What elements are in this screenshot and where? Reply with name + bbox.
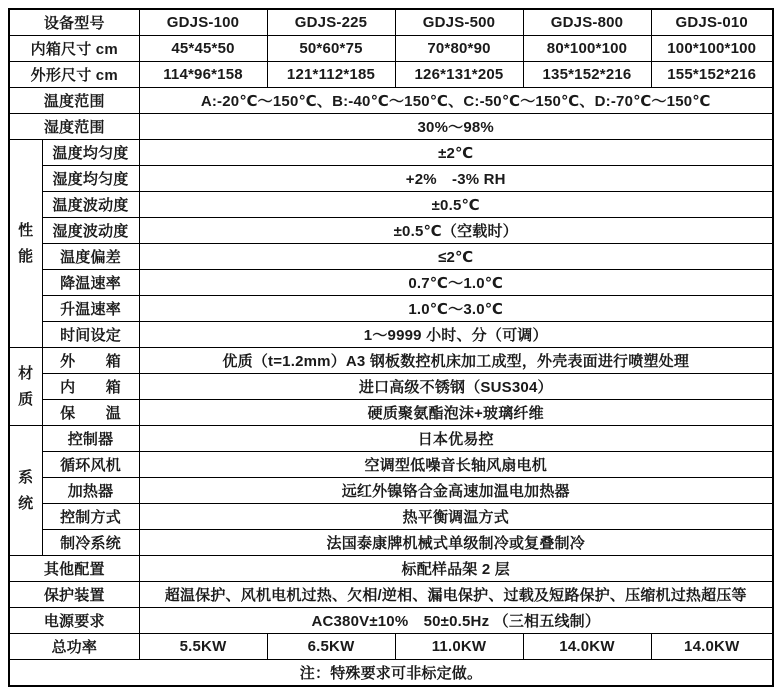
table-row-system — [9, 426, 773, 452]
table-row-material — [9, 348, 773, 374]
table-row-material — [9, 374, 773, 400]
temp-range-label: 温度范围 — [9, 88, 139, 114]
spec-label: 制冷系统 — [42, 530, 139, 556]
spec-label: 湿度均匀度 — [42, 166, 139, 192]
table-row-inner-size — [9, 36, 773, 62]
table-row-performance — [9, 322, 773, 348]
table-row-system — [9, 530, 773, 556]
model-name: GDJS-800 — [523, 9, 651, 36]
spec-label: 内 箱 — [42, 374, 139, 400]
spec-value: ±0.5℃ — [139, 192, 773, 218]
table-row-system — [9, 478, 773, 504]
power-supply-value: AC380V±10% 50±0.5Hz （三相五线制） — [139, 608, 773, 634]
table-row-performance — [9, 166, 773, 192]
outer-size-value: 121*112*185 — [267, 62, 395, 88]
table-row-protection — [9, 582, 773, 608]
spec-value: 0.7℃～1.0℃ — [139, 270, 773, 296]
spec-label: 循环风机 — [42, 452, 139, 478]
outer-size-value: 135*152*216 — [523, 62, 651, 88]
table-row-other-config — [9, 556, 773, 582]
spec-label: 湿度波动度 — [42, 218, 139, 244]
spec-label: 温度偏差 — [42, 244, 139, 270]
power-supply-label: 电源要求 — [9, 608, 139, 634]
table-row-performance — [9, 244, 773, 270]
system-section-text: 系统 — [18, 469, 34, 512]
spec-label: 保 温 — [42, 400, 139, 426]
spec-value: ±2℃ — [139, 140, 773, 166]
table-row-performance — [9, 192, 773, 218]
spec-label: 加热器 — [42, 478, 139, 504]
table-row-footnote — [9, 660, 773, 687]
spec-label: 降温速率 — [42, 270, 139, 296]
protection-label: 保护装置 — [9, 582, 139, 608]
table-row-system — [9, 452, 773, 478]
table-row-temp-range — [9, 88, 773, 114]
table-row-performance — [9, 296, 773, 322]
other-config-value: 标配样品架 2 层 — [139, 556, 773, 582]
table-row-performance — [9, 270, 773, 296]
humidity-range-label: 湿度范围 — [9, 114, 139, 140]
table-row-humidity-range — [9, 114, 773, 140]
spec-table — [8, 8, 774, 687]
spec-label: 温度波动度 — [42, 192, 139, 218]
footnote-text: 注：特殊要求可非标定做。 — [9, 660, 773, 687]
table-row-performance — [9, 140, 773, 166]
total-power-value: 11.0KW — [395, 634, 523, 660]
spec-value: 优质（t=1.2mm）A3 钢板数控机床加工成型，外壳表面进行喷塑处理 — [139, 348, 773, 374]
spec-value: 远红外镍铬合金高速加温电加热器 — [139, 478, 773, 504]
table-row-outer-size — [9, 62, 773, 88]
spec-label: 时间设定 — [42, 322, 139, 348]
spec-value: 空调型低噪音长轴风扇电机 — [139, 452, 773, 478]
system-section-label — [9, 426, 42, 556]
spec-value: ±0.5℃（空载时） — [139, 218, 773, 244]
table-row-material — [9, 400, 773, 426]
inner-size-value: 100*100*100 — [651, 36, 773, 62]
protection-value: 超温保护、风机电机过热、欠相/逆相、漏电保护、过载及短路保护、压缩机过热超压等 — [139, 582, 773, 608]
table-row-performance — [9, 218, 773, 244]
total-power-label: 总功率 — [9, 634, 139, 660]
material-section-label — [9, 348, 42, 426]
outer-size-value: 114*96*158 — [139, 62, 267, 88]
total-power-value: 14.0KW — [523, 634, 651, 660]
humidity-range-value: 30%～98% — [139, 114, 773, 140]
total-power-value: 14.0KW — [651, 634, 773, 660]
spec-value: 进口高级不锈钢（SUS304） — [139, 374, 773, 400]
inner-size-label: 内箱尺寸 cm — [9, 36, 139, 62]
other-config-label: 其他配置 — [9, 556, 139, 582]
material-section-text: 材质 — [18, 365, 34, 408]
spec-value: 1.0℃～3.0℃ — [139, 296, 773, 322]
table-row-power-supply — [9, 608, 773, 634]
outer-size-label: 外形尺寸 cm — [9, 62, 139, 88]
table-row-system — [9, 504, 773, 530]
inner-size-value: 50*60*75 — [267, 36, 395, 62]
model-name: GDJS-500 — [395, 9, 523, 36]
spec-value: 硬质聚氨酯泡沫+玻璃纤维 — [139, 400, 773, 426]
outer-size-value: 155*152*216 — [651, 62, 773, 88]
spec-value: 1～9999 小时、分（可调） — [139, 322, 773, 348]
spec-label: 控制方式 — [42, 504, 139, 530]
temp-range-value: A:-20℃～150℃、B:-40℃～150℃、C:-50℃～150℃、D:-70℃～150℃ — [139, 88, 773, 114]
total-power-value: 5.5KW — [139, 634, 267, 660]
spec-label: 外 箱 — [42, 348, 139, 374]
performance-section-label — [9, 140, 42, 348]
inner-size-value: 80*100*100 — [523, 36, 651, 62]
outer-size-value: 126*131*205 — [395, 62, 523, 88]
model-name: GDJS-225 — [267, 9, 395, 36]
inner-size-value: 45*45*50 — [139, 36, 267, 62]
spec-value: ≤2℃ — [139, 244, 773, 270]
model-name: GDJS-100 — [139, 9, 267, 36]
spec-value: +2% -3% RH — [139, 166, 773, 192]
spec-label: 温度均匀度 — [42, 140, 139, 166]
spec-label: 控制器 — [42, 426, 139, 452]
spec-value: 法国泰康牌机械式单级制冷或复叠制冷 — [139, 530, 773, 556]
spec-value: 热平衡调温方式 — [139, 504, 773, 530]
spec-value: 日本优易控 — [139, 426, 773, 452]
table-row-total-power — [9, 634, 773, 660]
spec-label: 升温速率 — [42, 296, 139, 322]
total-power-value: 6.5KW — [267, 634, 395, 660]
inner-size-value: 70*80*90 — [395, 36, 523, 62]
device-model-label: 设备型号 — [9, 9, 139, 36]
table-row-models — [9, 9, 773, 36]
performance-section-text: 性能 — [18, 222, 34, 265]
model-name: GDJS-010 — [651, 9, 773, 36]
